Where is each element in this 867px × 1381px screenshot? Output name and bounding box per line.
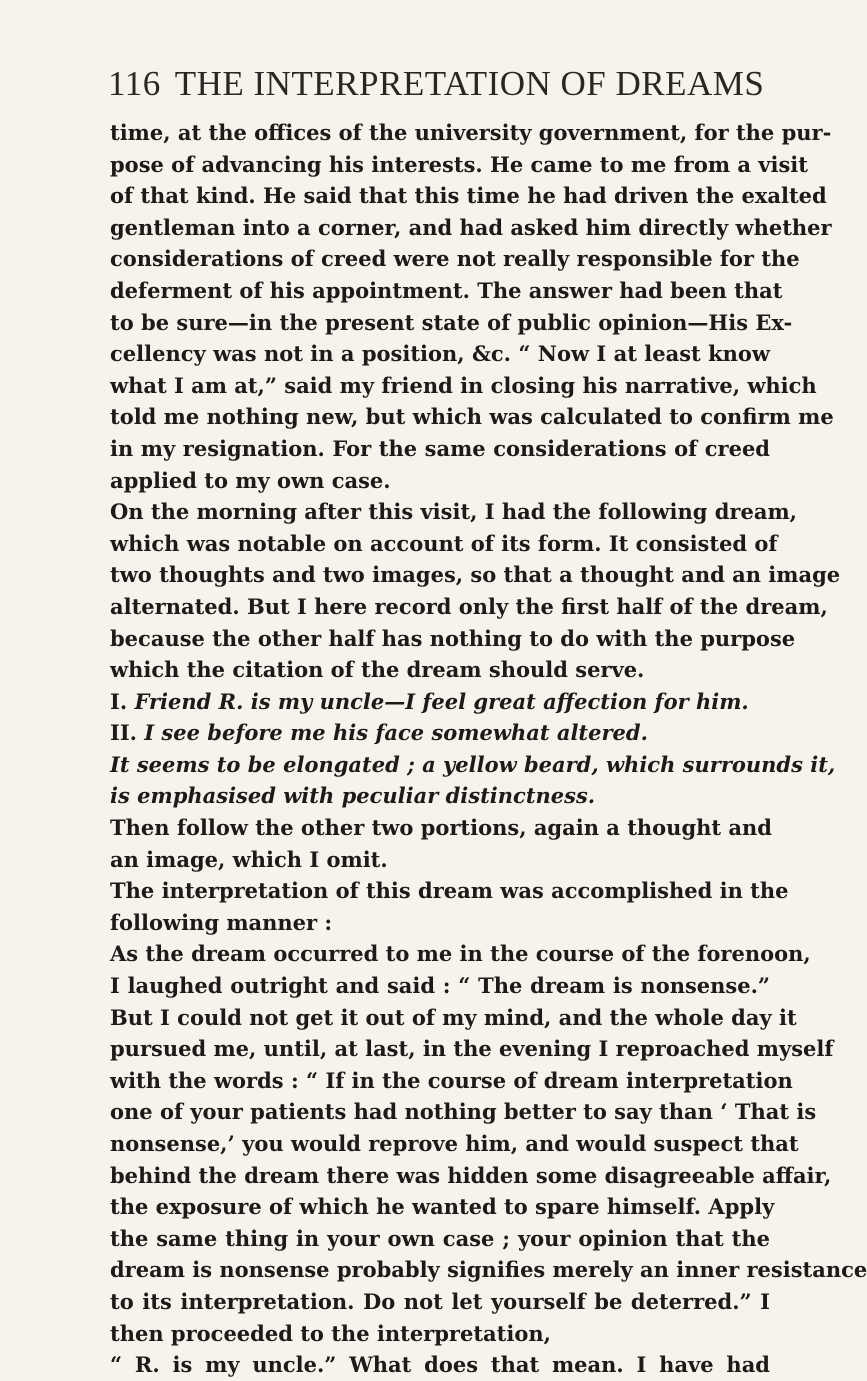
text-line: It seems to be elongated ; a yellow beard, which surrounds it, (110, 751, 836, 777)
text-line: applied to my own case. (110, 467, 391, 493)
text-line: I laughed outright and said : “ The dream is nonsense.” (110, 973, 770, 999)
text-line: the exposure of which he wanted to spare himself. Apply (110, 1194, 775, 1220)
text-line: which was notable on account of its form. It consisted of (110, 530, 778, 556)
text-line: one of your patients had nothing better to say than ‘ That is (110, 1099, 817, 1125)
text-line: the same thing in your own case ; your opinion that the (110, 1225, 770, 1251)
text-line: which the citation of the dream should serve. (110, 657, 645, 683)
text-line: alternated. But I here record only the first half of the dream, (110, 593, 828, 619)
text-line: with the words : “ If in the course of dream interpretation (110, 1067, 793, 1093)
text-line: I. Friend R. is my uncle—I feel great affection for him. (110, 688, 749, 714)
text-line: of that kind. He said that this time he had driven the exalted (110, 183, 827, 209)
text-line: two thoughts and two images, so that a thought and an image (110, 562, 841, 588)
text-line: an image, which I omit. (110, 846, 388, 872)
text-line: time, at the offices of the university government, for the pur- (110, 120, 832, 145)
text-line: to be sure—in the present state of public opinion—His Ex- (110, 309, 793, 335)
body-text (110, 117, 867, 1381)
text-line: cellency was not in a position, &c. “ Now I at least know (110, 341, 770, 367)
text-line: to its interpretation. Do not let yourself be deterred.” I (110, 1288, 770, 1314)
text-line: deferment of his appointment. The answer had been that (110, 277, 783, 303)
text-line: in my resignation. For the same considerations of creed (110, 435, 770, 461)
text-line: gentleman into a corner, and had asked him directly whether (110, 214, 832, 240)
text-line: The interpretation of this dream was accomplished in the (110, 878, 789, 904)
text-line: because the other half has nothing to do with the purpose (110, 625, 796, 651)
text-line: Then follow the other two portions, again a thought and (110, 815, 772, 841)
text-line: pose of advancing his interests. He came to me from a visit (110, 151, 808, 177)
text-line: But I could not get it out of my mind, and the whole day it (110, 1004, 797, 1030)
page-number: 116 (108, 64, 161, 103)
text-line: then proceeded to the interpretation, (110, 1320, 551, 1346)
text-line: following manner : (110, 909, 333, 935)
text-line: considerations of creed were not really responsible for the (110, 246, 800, 272)
text-line: is emphasised with peculiar distinctness. (110, 783, 596, 809)
running-head (108, 64, 768, 104)
text-line: told me nothing new, but which was calculated to confirm me (110, 404, 834, 430)
text-line: pursued me, until, at last, in the evening I reproached myself (110, 1036, 834, 1062)
text-line: behind the dream there was hidden some disagreeable affair, (110, 1162, 832, 1188)
text-line: As the dream occurred to me in the course of the forenoon, (110, 941, 811, 967)
text-line: On the morning after this visit, I had the following dream, (110, 499, 797, 525)
text-line: nonsense,’ you would reprove him, and would suspect that (110, 1131, 799, 1156)
text-line: dream is nonsense probably signifies merely an inner resistance (110, 1257, 867, 1283)
text-line: what I am at,” said my friend in closing his narrative, which (110, 372, 817, 398)
book-title: THE INTERPRETATION OF DREAMS (174, 64, 765, 103)
text-line: II. I see before me his face somewhat altered. (110, 720, 648, 746)
text-line: “ R. is my uncle.” What does that mean. I have had (110, 1352, 770, 1378)
